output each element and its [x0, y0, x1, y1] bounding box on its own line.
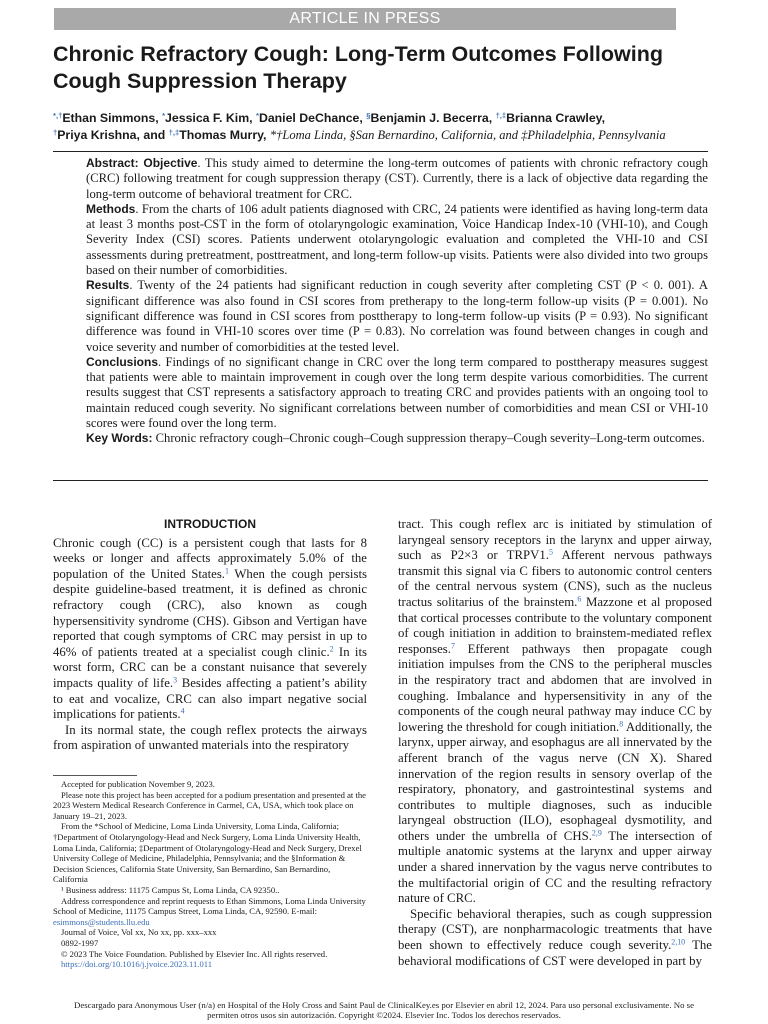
email-link[interactable]: esimmons@students.llu.edu: [53, 916, 150, 927]
reference-link[interactable]: 1: [225, 566, 229, 576]
keywords-heading: Key Words:: [86, 431, 153, 446]
footnote-podium: Please note this project has been accepted for a podium presentation and presented at the 2023 Western Medical Research Conference in Carmel, CA, USA, which took place on January 19–21, 2023.: [53, 789, 366, 821]
doi-link[interactable]: https://doi.org/10.1016/j.jvoice.2023.11.011: [61, 959, 213, 970]
abstract-top-rule: [53, 151, 708, 152]
author-name: Daniel DeChance,: [258, 111, 363, 125]
author-mark: †: [53, 127, 58, 137]
intro-paragraph-2: In its normal state, the cough reflex protects the airways from aspiration of unwanted materials into the respiratory: [53, 722, 367, 753]
author-mark: *: [162, 110, 166, 120]
abstract-results: [86, 278, 708, 354]
reference-link[interactable]: 2: [329, 644, 334, 654]
reference-link[interactable]: 3: [173, 675, 178, 685]
footnote-affiliations: From the *School of Medicine, Loma Linda University, Loma Linda, California; †Department of Otolaryngology-Head and Neck Surgery, Loma Linda University Health, Loma Linda, California; ‡Department of Otolaryngology-Head and Neck Surgery, Drexel University College of Medicine, Philadelphia, Pennsylvania; and the §Information & Decision Sciences, California State University, San Bernardino, San Bernardino, California: [53, 821, 362, 885]
author-mark: *: [255, 110, 259, 120]
left-column: [53, 517, 367, 754]
abstract-methods: [86, 202, 708, 278]
keywords-text: Chronic refractory cough–Chronic cough–Cough suppression therapy–Cough severity–Long-term outcomes.: [152, 431, 705, 446]
abstract-keywords: [86, 431, 708, 446]
author-mark: †,‡: [495, 110, 507, 120]
intro-paragraph-2-continued: tract. This cough reflex arc is initiated by stimulation of laryngeal sensory receptors in the larynx and upper airway, such as P2×3 or TRPV1.$^5$ Afferent nervous pathways transmit this signal via C fibers to autonomic control centers of the central nervous system (CNS), such as the nucleus tractus solitarius of the brainstem.$^6$ Mazzone et al proposed that cortical processes contribute to the voluntary component of cough initiation in addition to brainstem-mediated reflex responses.$^7$ Efferent pathways then propagate cough initiation impulses from the CNS to the peripheral muscles in the respiratory tract and abdomen that are involved in coughing. Imbalance and hypersensitivity in any of the components of the cough neural pathway may induce CC by lowering the threshold for cough initiation.$^8$ Additionally, the larynx, upper airway, and esophagus are all innervated by the afferent branch of the vagus nerve (CN X). Shared innervation of the region results in sensory overlap of the respiratory, phonatory, and gastrointestinal systems and contributes to multiple diagnoses, such as inducible laryngeal obstruction (ILO), esophageal dysmotility, and others under the umbrella of CHS.$^{2,9}$ The intersection of multiple anatomic systems at the larynx and upper airway under a shared innervation by the vagus nerve contributes to the multifactorial origin of CC and the resulting refractory nature of CRC.: [398, 517, 713, 906]
footnote-issn: 0892-1997: [61, 937, 99, 948]
section-heading-introduction: INTRODUCTION: [164, 517, 256, 531]
author-name: Ethan Simmons,: [62, 111, 159, 125]
abstract-objective-heading: Abstract: Objective: [86, 156, 198, 170]
footnote-journal: Journal of Voice, Vol xx, No xx, pp. xxx–xxx: [61, 927, 217, 938]
abstract-bottom-rule: [53, 480, 708, 481]
download-notice: Descargado para Anonymous User (n/a) en Hospital of the Holy Cross and Saint Paul de ClinicalKey.es por Elsevier en abril 12, 2024. Para uso personal exclusivamente. No se permiten otros usos sin autorización. Copyright ©2024. Elsevier Inc. Todos los derechos reservados.: [73, 1000, 695, 1020]
reference-link[interactable]: 8: [619, 719, 624, 729]
author-name: Priya Krishna, and: [57, 128, 166, 142]
footnote-copyright: © 2023 The Voice Foundation. Published by Elsevier Inc. All rights reserved.: [61, 948, 328, 959]
abstract-conclusions: [86, 355, 708, 431]
footnotes: [53, 779, 367, 970]
intro-paragraph-1: Chronic cough (CC) is a persistent cough that lasts for 8 weeks or longer and affects approximately 5.0% of the population of the United States.$^1$ When the cough persists despite guideline-based treatment, it is defined as chronic refractory cough (CRC), also known as cough hypersensitivity syndrome (CHS). Gibson and Vertigan have reported that cough symptoms of CRC may persist in up to 46% of patients treated at a specialist cough clinic.$^2$ In its worst form, CRC can be a constant nuisance that severely impacts quality of life.$^3$ Besides affecting a patient’s ability to eat and vocalize, CRC can also impart negative social implications for patients.$^4$: [53, 535, 367, 722]
abstract: [86, 156, 708, 447]
abstract-methods-heading: Methods: [86, 201, 136, 216]
reference-link[interactable]: 7: [450, 641, 455, 651]
abstract-objective: [86, 156, 708, 202]
abstract-results-text: . Twenty of the 24 patients had significant reduction in cough severity after completing CST (P < 0. 001). A significant difference was also found in CSI scores from pretherapy to the long-term follow-up visits (P = 0.001). No significant difference was found in CSI scores from posttherapy to long-term follow-up visits (P = 0.93). No significant difference was found in VHI-10 scores over time (P = 0.83). No correlation was found between changes in cough and voice severity and number of comorbidities at the tested level.: [86, 278, 708, 354]
abstract-objective-text: . This study aimed to determine the long-term outcomes of patients with chronic refractory cough (CRC) following treatment for cough suppression therapy (CST). Currently, there is a lack of objective data regarding the long-term outcome of behavioral treatment for CRC.: [86, 156, 708, 201]
author-list: [53, 110, 733, 144]
author-mark: §: [366, 110, 371, 120]
intro-paragraph-3: Specific behavioral therapies, such as cough suppression therapy (CST), are nonpharmacologic treatments that have been shown to effectively reduce cough severity.$^{2,10}$ The behavioral modifications of CST were developed in part by: [398, 906, 712, 968]
reference-link[interactable]: 2,9: [591, 828, 602, 838]
author-name: Benjamin J. Becerra,: [370, 111, 493, 125]
author-mark: †,‡: [168, 127, 180, 137]
abstract-conclusions-text: . Findings of no significant change in CRC over the long term compared to posttherapy measures suggest that patients were able to maintain improvement in cough over the long term despite various comorbidities. The current results suggest that CST represents a satisfactory approach to treating CRC and provides patients with an ongoing tool to maintain reduced cough severity. No significant correlations between number of comorbidities and mean CSI or VHI-10 scores were found over the long term.: [86, 354, 708, 431]
author-mark: *,†: [53, 110, 63, 120]
article-in-press-banner: ARTICLE IN PRESS: [54, 8, 676, 30]
right-column: [398, 517, 712, 969]
reference-link[interactable]: 5: [549, 547, 553, 557]
abstract-methods-text: . From the charts of 106 adult patients diagnosed with CRC, 24 patients were identified as having long-term data at least 3 months post-CST in the form of otolaryngologic examination, Voice Handicap Index-10 (VHI-10), and Cough Severity Index (CSI) scores. Patients underwent otolaryngologic evaluation and completed the VHI-10 and CSI assessments during pretreatment, posttreatment, and long-term follow-up visits. Patients were also divided into two groups based on their number of comorbidities.: [86, 201, 708, 278]
footnote-correspondence: Address correspondence and reprint requests to Ethan Simmons, Loma Linda University School of Medicine, 11175 Campus Street, Loma Linda, CA, 92590. E-mail: esimmons@students.llu.edu: [53, 895, 366, 927]
author-name: Thomas Murry,: [179, 128, 267, 142]
author-affiliations: *†Loma Linda, §San Bernardino, California, and ‡Philadelphia, Pennsylvania: [269, 128, 666, 142]
author-name: Jessica F. Kim,: [165, 111, 253, 125]
abstract-conclusions-heading: Conclusions: [86, 354, 159, 369]
article-title: Chronic Refractory Cough: Long-Term Outcomes Following Cough Suppression Therapy: [53, 42, 663, 93]
abstract-results-heading: Results: [86, 278, 130, 293]
reference-link[interactable]: 2,10: [671, 937, 686, 947]
footnote-rule: [53, 775, 137, 776]
reference-link[interactable]: 4: [180, 706, 185, 716]
reference-link[interactable]: 6: [577, 594, 582, 604]
author-name: Brianna Crawley,: [506, 111, 606, 125]
footnote-accepted: Accepted for publication November 9, 2023.: [61, 779, 215, 789]
footnote-business-address: ¹ Business address: 11175 Campus St, Loma Linda, CA 92350..: [61, 884, 280, 895]
